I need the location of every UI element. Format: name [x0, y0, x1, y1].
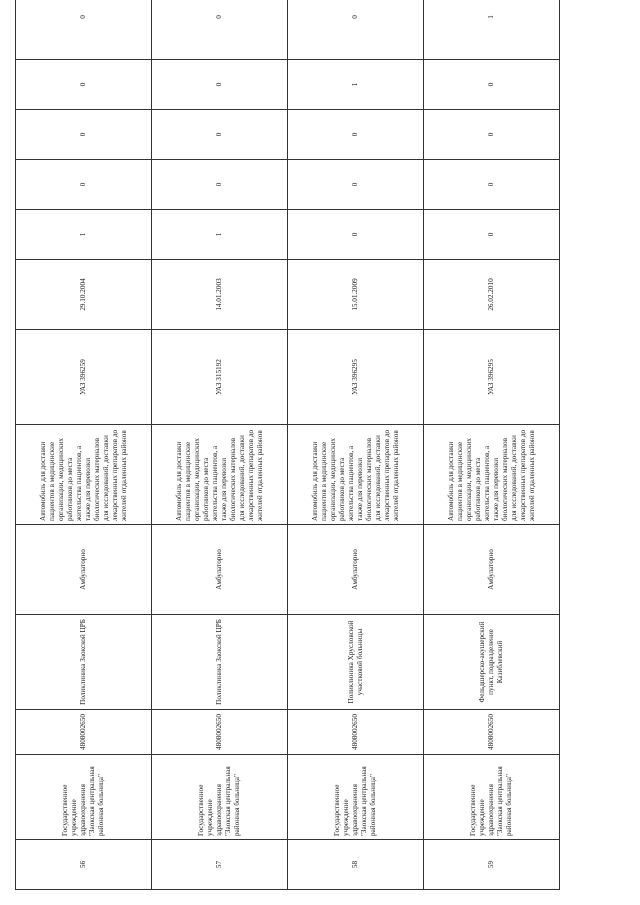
care-type: Амбулаторно — [288, 525, 424, 615]
vehicle-registry-table — [15, 0, 560, 890]
row-number: 59 — [424, 840, 560, 890]
subdivision-name: Поликлиника Заокской ЦРБ — [16, 615, 152, 710]
count-cell-1: 0 — [288, 210, 424, 260]
registration-date: 15.01.2009 — [288, 260, 424, 330]
care-type: Амбулаторно — [16, 525, 152, 615]
organization-name: Государственное учреждение здравоохранения "Заокская центральная районная больница" — [152, 755, 288, 840]
table-row — [288, 0, 424, 890]
organization-name: Государственное учреждение здравоохранения "Заокская центральная районная больница" — [16, 755, 152, 840]
count-cell-1: 0 — [424, 210, 560, 260]
registration-date: 14.01.2003 — [152, 260, 288, 330]
care-type: Амбулаторно — [424, 525, 560, 615]
vehicle-purpose: Автомобиль для доставки пациентов в медицинские организации, медицинских работников до места жительства пациентов, а также для перевозки биологических материалов для исследований, доставки лекарственных препаратов до жителей отдаленных районов — [16, 425, 152, 525]
count-cell-5: 0 — [288, 0, 424, 60]
vehicle-purpose: Автомобиль для доставки пациентов в медицинские организации, медицинских работников до места жительства пациентов, а также для перевозки биологических материалов для исследований, доставки лекарственных препаратов до жителей отдаленных районов — [152, 425, 288, 525]
count-cell-5: 0 — [16, 0, 152, 60]
registration-date: 26.02.2010 — [424, 260, 560, 330]
organization-name: Государственное учреждение здравоохранения "Заокская центральная районная больница" — [288, 755, 424, 840]
count-cell-2: 0 — [152, 160, 288, 210]
vehicle-model: УАЗ 396259 — [16, 330, 152, 425]
vehicle-model: УАЗ 315192 — [152, 330, 288, 425]
count-cell-1: 1 — [152, 210, 288, 260]
count-cell-2: 0 — [288, 160, 424, 210]
subdivision-name: Поликлиника Заокской ЦРБ — [152, 615, 288, 710]
count-cell-3: 0 — [16, 110, 152, 160]
count-cell-2: 0 — [16, 160, 152, 210]
count-cell-3: 0 — [152, 110, 288, 160]
organization-code: 4808002650 — [288, 710, 424, 755]
count-cell-1: 1 — [16, 210, 152, 260]
table-row — [424, 0, 560, 890]
row-number: 57 — [152, 840, 288, 890]
count-cell-5: 0 — [152, 0, 288, 60]
organization-name: Государственное учреждение здравоохранения "Заокская центральная районная больница" — [424, 755, 560, 840]
vehicle-purpose: Автомобиль для доставки пациентов в медицинские организации, медицинских работников до места жительства пациентов, а также для перевозки биологических материалов для исследований, доставки лекарственных препаратов до жителей отдаленных районов — [424, 425, 560, 525]
table-row — [152, 0, 288, 890]
count-cell-5: 1 — [424, 0, 560, 60]
organization-code: 4808002650 — [152, 710, 288, 755]
count-cell-3: 0 — [424, 110, 560, 160]
vehicle-model: УАЗ 396295 — [288, 330, 424, 425]
registration-date: 29.10.2004 — [16, 260, 152, 330]
organization-code: 4808002650 — [424, 710, 560, 755]
subdivision-name: Фельдшерско-акушерский пункт, подразделение Казиблевский — [424, 615, 560, 710]
count-cell-2: 0 — [424, 160, 560, 210]
row-number: 58 — [288, 840, 424, 890]
organization-code: 4808002650 — [16, 710, 152, 755]
count-cell-4: 0 — [16, 60, 152, 110]
count-cell-4: 1 — [288, 60, 424, 110]
row-number: 56 — [16, 840, 152, 890]
count-cell-4: 0 — [152, 60, 288, 110]
table-row — [16, 0, 152, 890]
count-cell-3: 0 — [288, 110, 424, 160]
subdivision-name: Поликлиника Хрусловской участковой больницы — [288, 615, 424, 710]
count-cell-4: 0 — [424, 60, 560, 110]
vehicle-model: УАЗ 396295 — [424, 330, 560, 425]
vehicle-purpose: Автомобиль для доставки пациентов в медицинские организации, медицинских работников до места жительства пациентов, а также для перевозки биологических материалов для исследований, доставки лекарственных препаратов до жителей отдаленных районов — [288, 425, 424, 525]
care-type: Амбулаторно — [152, 525, 288, 615]
rotated-table-wrapper — [15, 15, 560, 890]
